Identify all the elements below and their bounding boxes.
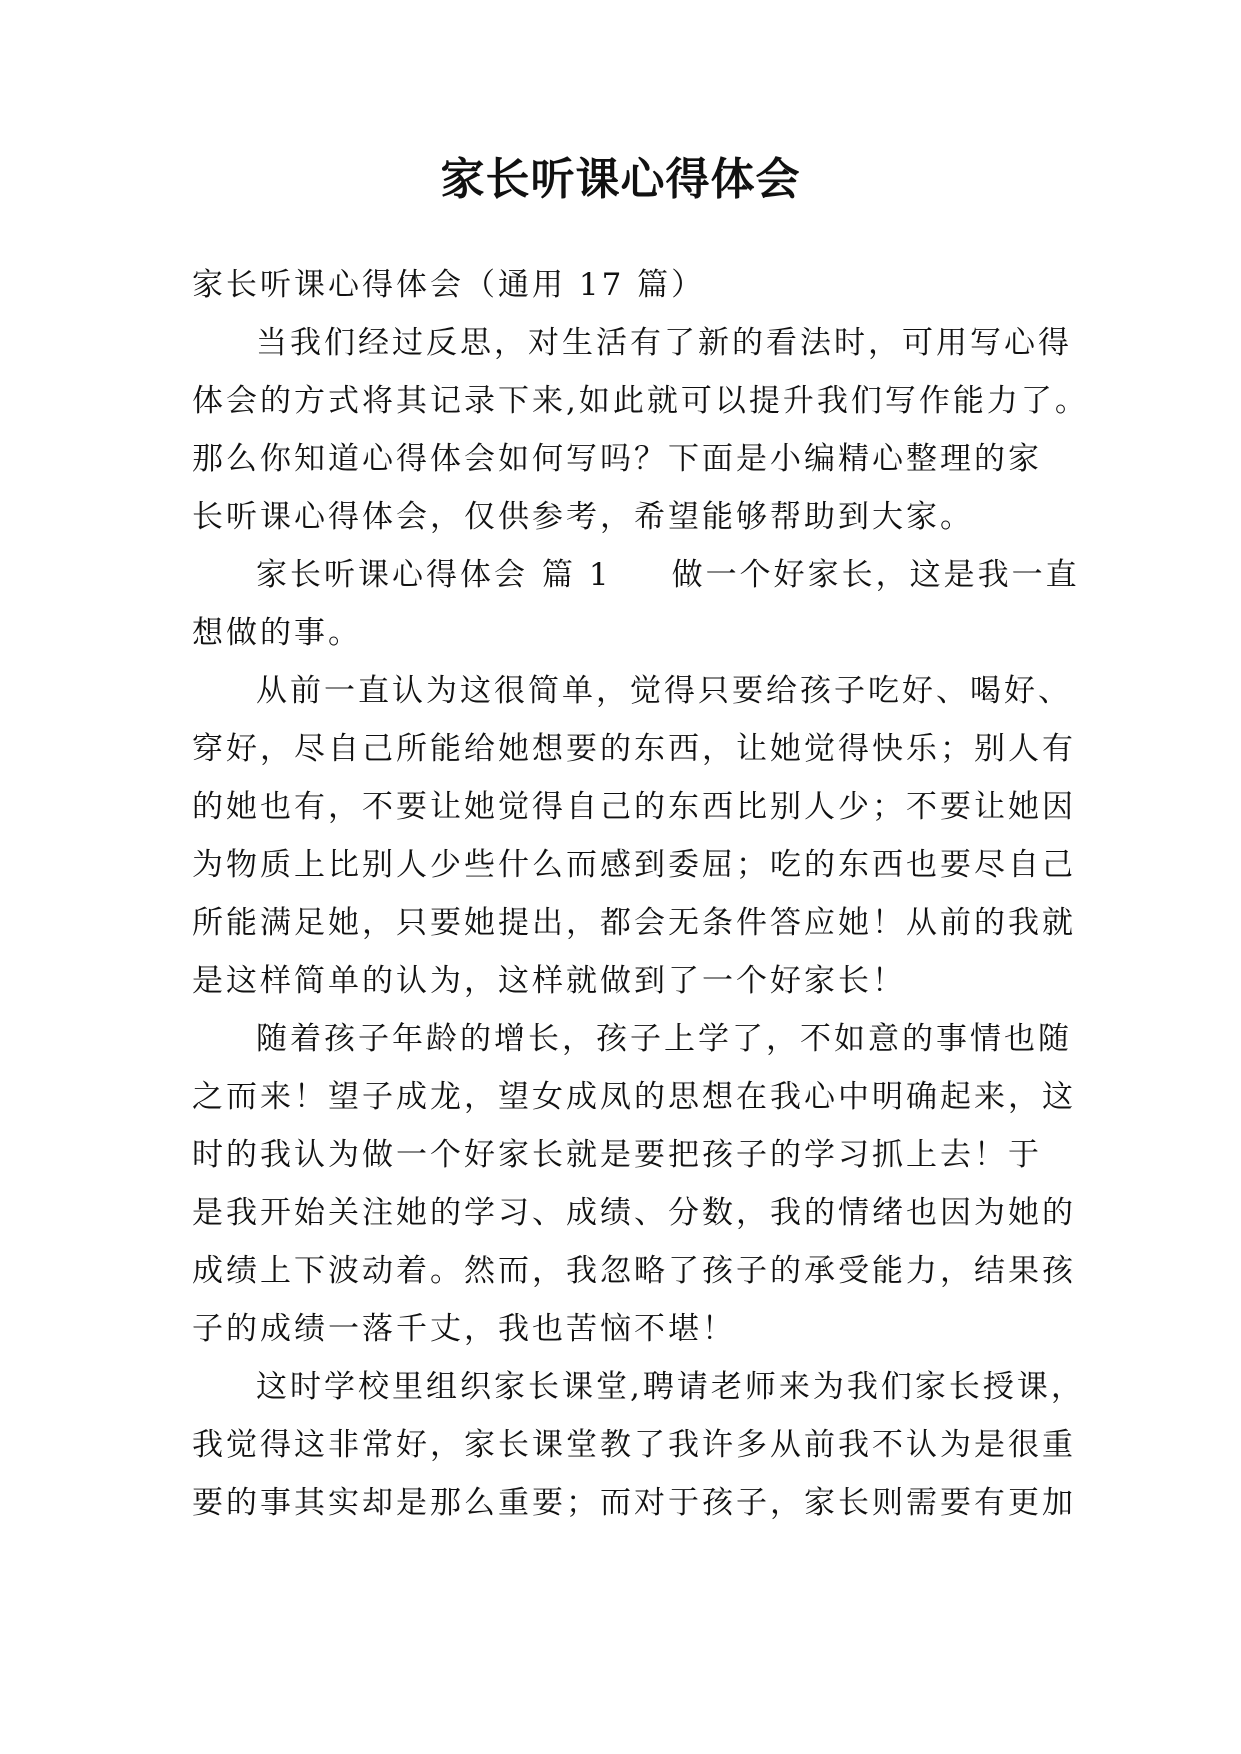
paragraph-line: 子的成绩一落千丈，我也苦恼不堪！ (192, 1311, 736, 1347)
subtitle-line: 家长听课心得体会（通用 17 篇） (192, 267, 706, 303)
paragraph-line: 当我们经过反思，对生活有了新的看法时，可用写心得 (256, 325, 1072, 361)
paragraph-line: 长听课心得体会，仅供参考，希望能够帮助到大家。 (192, 499, 974, 535)
paragraph-line: 这时学校里组织家长课堂,聘请老师来为我们家长授课， (256, 1369, 1085, 1405)
document-body (192, 256, 1089, 1532)
paragraph-line: 从前一直认为这很简单，觉得只要给孩子吃好、喝好、 (256, 673, 1072, 709)
paragraph-line: 想做的事。 (192, 615, 362, 651)
paragraph-line: 要的事其实却是那么重要；而对于孩子，家长则需要有更加 (192, 1485, 1076, 1521)
paragraph-line: 所能满足她，只要她提出，都会无条件答应她！从前的我就 (192, 905, 1076, 941)
paragraph-line: 随着孩子年龄的增长，孩子上学了，不如意的事情也随 (256, 1021, 1072, 1057)
paragraph-text: 做一个好家长，这是我一直 (671, 557, 1080, 593)
paragraph-line: 时的我认为做一个好家长就是要把孩子的学习抓上去！于 (192, 1137, 1042, 1173)
paragraph-line: 成绩上下波动着。然而，我忽略了孩子的承受能力，结果孩 (192, 1253, 1076, 1289)
paragraph-line: 为物质上比别人少些什么而感到委屈；吃的东西也要尽自己 (192, 847, 1076, 883)
paragraph-line: 是这样简单的认为，这样就做到了一个好家长！ (192, 963, 906, 999)
section-title: 家长听课心得体会 (256, 557, 528, 593)
paragraph-line: 的她也有，不要让她觉得自己的东西比别人少；不要让她因 (192, 789, 1076, 825)
paragraph-line: 体会的方式将其记录下来,如此就可以提升我们写作能力了。 (192, 383, 1089, 419)
paragraph-line: 之而来！望子成龙，望女成凤的思想在我心中明确起来，这 (192, 1079, 1076, 1115)
paragraph-line: 穿好，尽自己所能给她想要的东西，让她觉得快乐；别人有 (192, 731, 1076, 767)
paragraph-line: 那么你知道心得体会如何写吗？下面是小编精心整理的家 (192, 441, 1042, 477)
document-title: 家长听课心得体会 (440, 154, 801, 205)
paragraph-line: 我觉得这非常好，家长课堂教了我许多从前我不认为是很重 (192, 1427, 1076, 1463)
section-number: 篇 1 (542, 557, 612, 593)
section-heading-line (192, 546, 1080, 604)
paragraph-line: 是我开始关注她的学习、成绩、分数，我的情绪也因为她的 (192, 1195, 1076, 1231)
